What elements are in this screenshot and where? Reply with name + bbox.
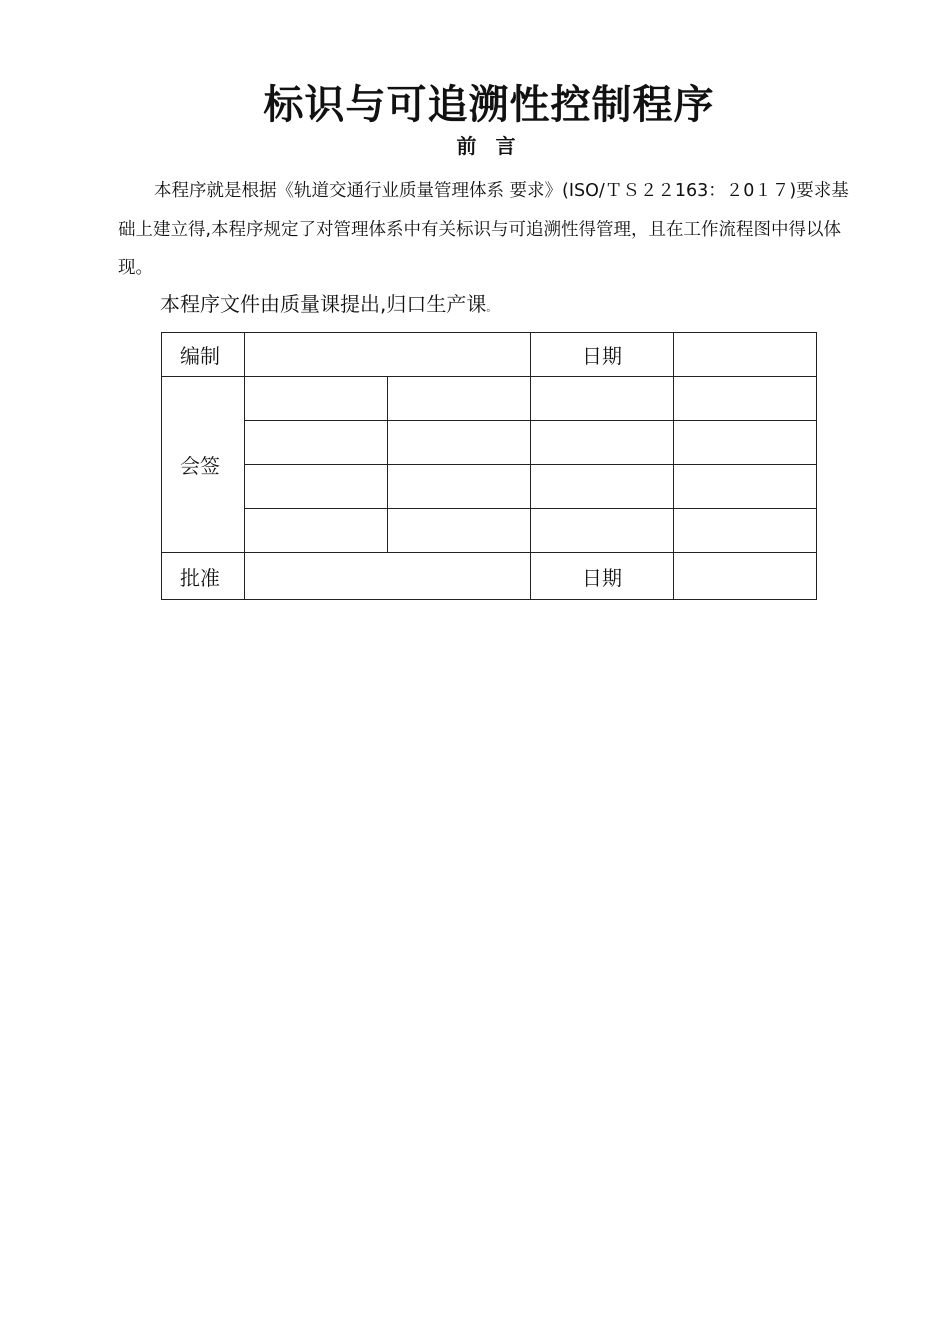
countersign-cell[interactable] (388, 421, 531, 465)
approve-date-cell[interactable] (674, 553, 817, 600)
countersign-cell[interactable] (674, 377, 817, 421)
countersign-cell[interactable] (531, 509, 674, 553)
countersign-cell[interactable] (531, 377, 674, 421)
table-row-countersign (162, 465, 817, 509)
countersign-cell[interactable] (531, 465, 674, 509)
countersign-cell[interactable] (388, 509, 531, 553)
note-end-mark: 。 (486, 303, 497, 314)
compile-value-cell[interactable] (245, 333, 531, 377)
compile-label: 编制 (162, 333, 245, 377)
countersign-cell[interactable] (674, 465, 817, 509)
countersign-cell[interactable] (674, 421, 817, 465)
countersign-cell[interactable] (245, 509, 388, 553)
countersign-cell[interactable] (388, 377, 531, 421)
responsibility-note-text: 本程序文件由质量课提出,归口生产课 (160, 292, 487, 316)
table-row-compile (162, 333, 817, 377)
approval-table (161, 332, 817, 600)
document-title: 标识与可追溯性控制程序 (263, 81, 715, 128)
responsibility-note (160, 287, 860, 326)
countersign-cell[interactable] (245, 421, 388, 465)
approve-value-cell[interactable] (245, 553, 531, 600)
countersign-cell[interactable] (388, 465, 531, 509)
table-row-approve (162, 553, 817, 600)
approve-label: 批准 (162, 553, 245, 600)
approve-date-label: 日期 (531, 553, 674, 600)
countersign-cell[interactable] (245, 465, 388, 509)
table-row-countersign (162, 509, 817, 553)
countersign-cell[interactable] (245, 377, 388, 421)
countersign-cell[interactable] (531, 421, 674, 465)
compile-date-label: 日期 (531, 333, 674, 377)
compile-date-cell[interactable] (674, 333, 817, 377)
preface-paragraph: 本程序就是根据《轨道交通行业质量管理体系 要求》(ISO/ＴＳ２２163：２0１７)要求基础上建立得,本程序规定了对管理体系中有关标识与可追溯性得管理，且在工作流程图中得以体现。 (118, 181, 849, 278)
countersign-cell[interactable] (674, 509, 817, 553)
table-row-countersign (162, 421, 817, 465)
section-heading-preface: 前 言 (456, 134, 522, 158)
table-row-countersign (162, 377, 817, 421)
countersign-label: 会签 (162, 377, 245, 553)
